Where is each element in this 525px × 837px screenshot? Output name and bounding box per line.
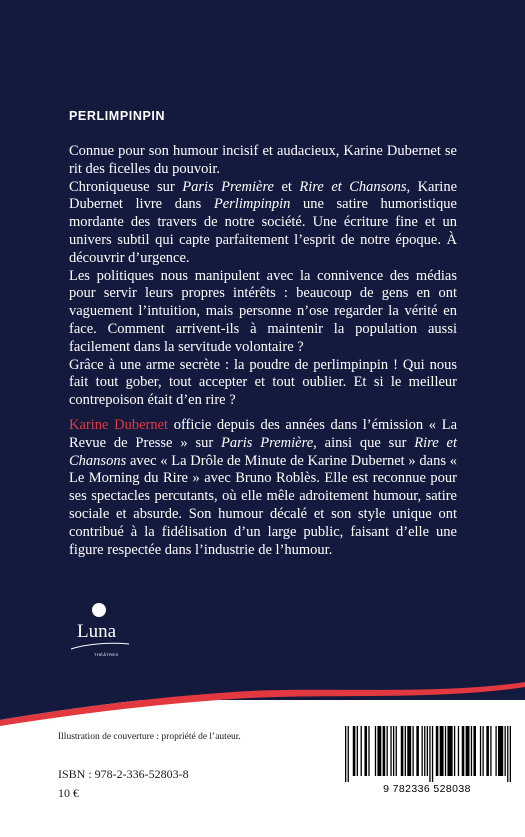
- barcode-bar: [377, 726, 381, 776]
- isbn: ISBN : 978-2-336-52803-8: [58, 767, 189, 781]
- text-segment: Perlimpinpin: [213, 196, 291, 213]
- barcode-bar: [407, 726, 411, 776]
- barcode-bar: [440, 726, 444, 776]
- text-segment: , Karine Dubernet livre dans: [69, 178, 458, 213]
- barcode-bar: [490, 726, 491, 776]
- text-segment: Paris Première: [182, 178, 274, 195]
- book-title: PERLIMPINPIN: [69, 109, 166, 123]
- text-segment: Rire et Chansons: [299, 178, 407, 195]
- barcode-bar: [412, 726, 413, 776]
- barcode-bar: [510, 726, 511, 782]
- barcode-digits: 9 782336 528038: [383, 783, 471, 795]
- barcode-bar: [405, 726, 406, 776]
- barcode-bar: [432, 726, 433, 782]
- author-bio: [69, 417, 457, 559]
- bio-paragraph: [69, 417, 457, 559]
- barcode-bar: [427, 726, 428, 776]
- blurb-paragraph: [69, 357, 457, 410]
- barcode-bar: [416, 726, 419, 776]
- barcode-bar: [486, 726, 489, 776]
- barcode-bar: [480, 726, 481, 776]
- barcode-bar: [498, 726, 503, 776]
- barcode-bar: [429, 726, 430, 782]
- text-segment: Chroniqueuse sur: [69, 178, 183, 195]
- barcode-bar: [462, 726, 465, 776]
- author-name: Karine Dubernet: [69, 417, 169, 433]
- blurb-paragraph: [69, 268, 457, 357]
- barcode-bar: [454, 726, 455, 776]
- barcode-bar: [364, 726, 367, 776]
- barcode-bar: [445, 726, 446, 776]
- barcode-bar: [473, 726, 476, 776]
- barcode-bar: [393, 726, 394, 776]
- blurb-paragraph: [69, 143, 457, 179]
- logo-subtitle: THÉÂTRES: [94, 652, 119, 657]
- barcode-bar: [368, 726, 369, 776]
- text-segment: officie depuis des années dans l’émission « La Revue de Presse » sur: [69, 417, 458, 451]
- barcode-bar: [505, 726, 506, 776]
- barcode-bar: [353, 726, 356, 776]
- barcode-bars: [345, 726, 511, 782]
- barcode-bar: [390, 726, 391, 776]
- barcode-bar: [383, 726, 386, 776]
- barcode-bar: [458, 726, 459, 776]
- barcode-bar: [361, 726, 362, 776]
- barcode-bar: [396, 726, 397, 776]
- barcode-bar: [345, 726, 346, 782]
- blurb: [69, 143, 457, 410]
- barcode: [331, 716, 525, 806]
- text-segment: , ainsi que sur: [313, 434, 415, 451]
- cover-credit: Illustration de couverture : propriété de l’auteur.: [58, 732, 241, 742]
- text-segment: Connue pour son humour incisif et audacieux, Karine Dubernet se rit des ficelles du pouvoir.: [69, 143, 457, 177]
- barcode-bar: [422, 726, 423, 776]
- barcode-bar: [507, 726, 508, 782]
- blurb-paragraph: [69, 179, 457, 268]
- barcode-bar: [466, 726, 470, 776]
- text-segment: avec « La Drôle de Minute de Karine Dubernet » dans « Le Morning du Rire » avec Bruno Roblès. Elle est reconnue pour ses spectacles percutants, où elle mêle adroitement humour, satire sociale et absurde. Son humour décalé et son style unique ont contribué à la fidélisation d’un large public, faisant d’elle une figure respectée dans l’industrie de l’humour.: [69, 452, 457, 558]
- barcode-bar: [375, 726, 376, 776]
- barcode-bar: [424, 726, 425, 776]
- logo-word: Luna: [77, 621, 117, 642]
- text-segment: Paris Première: [221, 434, 314, 451]
- barcode-bar: [387, 726, 388, 776]
- text-segment: une satire humoristique mordante des travers de notre société. Une écriture fine et un univers subtil qui capte parfaitement l’esprit de notre époque. À découvrir d’urgence.: [69, 196, 457, 266]
- text-segment: Rire et Chansons: [69, 434, 457, 469]
- price: 10 €: [58, 786, 79, 800]
- barcode-bar: [401, 726, 404, 776]
- barcode-bar: [436, 726, 439, 776]
- barcode-bar: [348, 726, 349, 782]
- swoosh-icon: [70, 641, 130, 651]
- barcode-bar: [471, 726, 472, 776]
- text-segment: Grâce à une arme secrète : la poudre de perlimpinpin ! Qui nous fait tout gober, tout accepter et tout oublier. Et si le meilleur contrepoison était d’en rire ?: [69, 356, 457, 409]
- barcode-bar: [357, 726, 358, 776]
- barcode-bar: [482, 726, 483, 776]
- publisher-logo: [70, 603, 130, 661]
- barcode-bar: [447, 726, 452, 776]
- barcode-bar: [495, 726, 496, 776]
- text-segment: Les politiques nous manipulent avec la connivence des médias pour servir leurs propres intérêts : beaucoup de gens en ont vaguement l’intuition, mais personne n’ose regarder la vérité en face. Comment arrivent-ils à maintenir la population aussi facilement dans la servitude volontaire ?: [69, 267, 457, 355]
- moon-icon: [92, 603, 106, 617]
- text-segment: et: [274, 178, 300, 195]
